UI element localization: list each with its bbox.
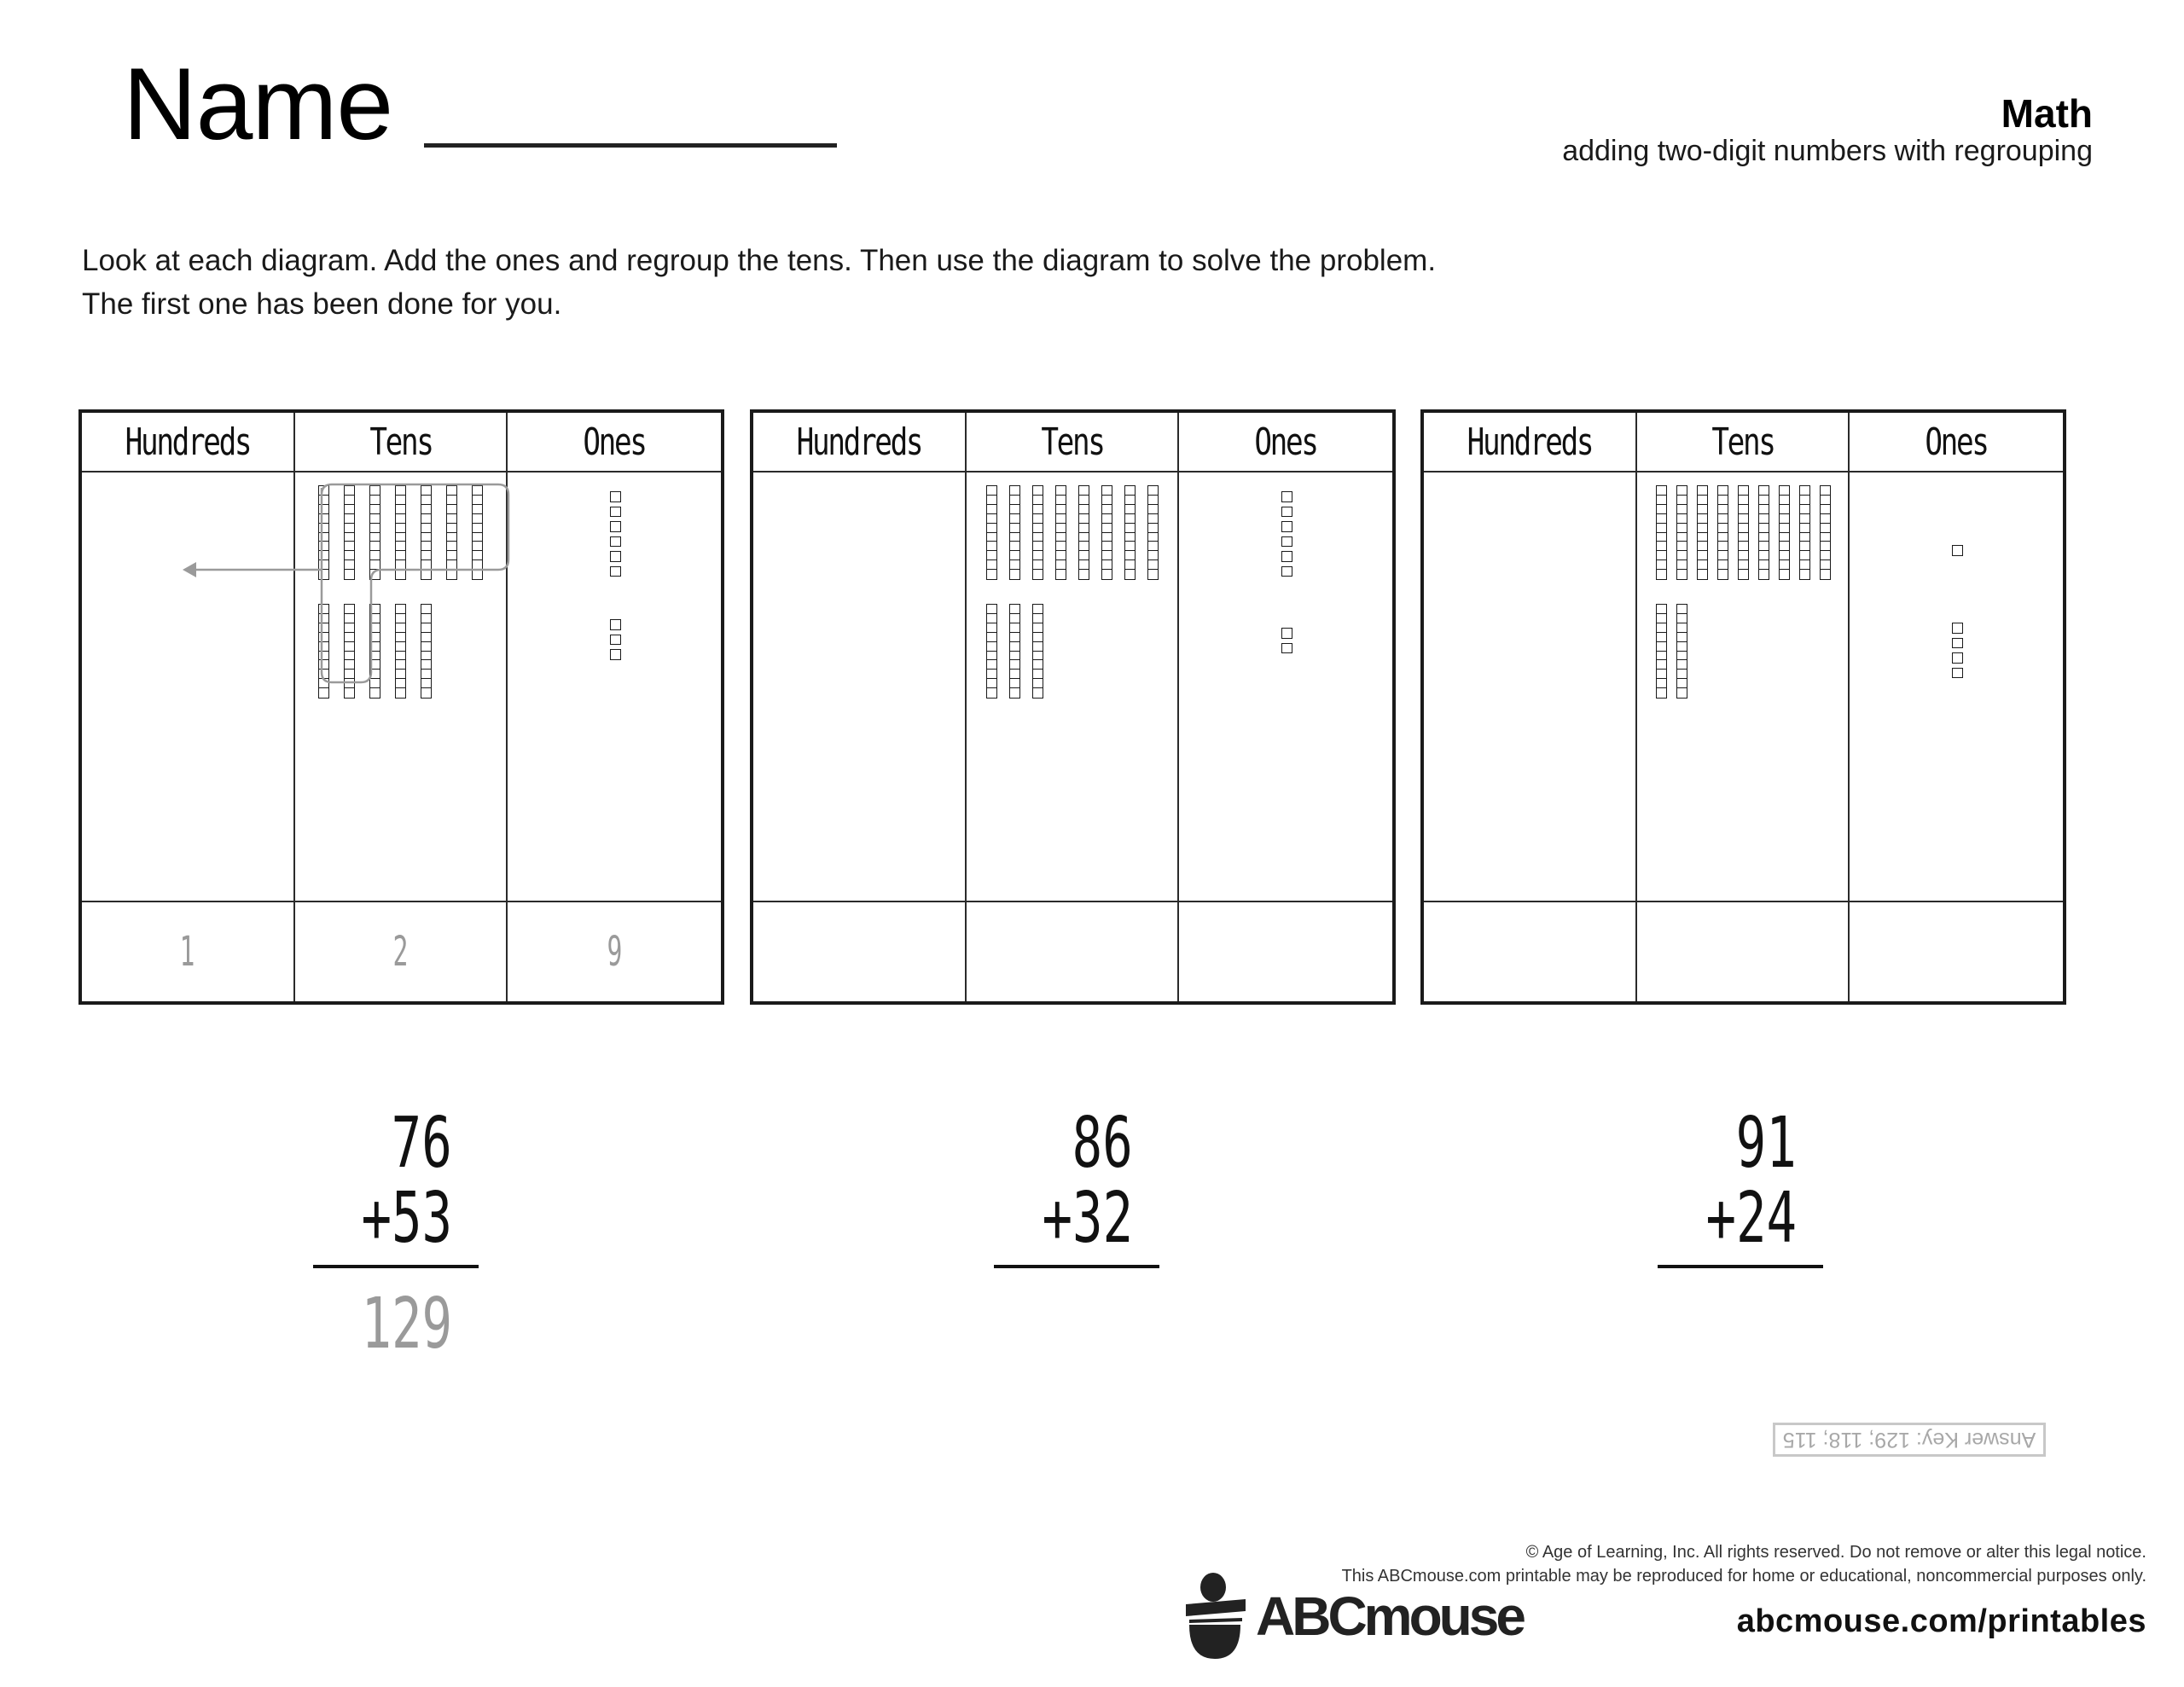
ten-rod-icon [986,604,997,699]
answer-key: Answer Key: 129; 118; 115 [1773,1423,2046,1457]
one-cube-icon [610,491,621,502]
one-cube-icon [610,566,621,577]
ones-units-top [610,491,621,581]
ten-rod-icon [446,485,457,580]
sum-answer[interactable]: 129 [361,1284,452,1365]
ten-rod-icon [1758,485,1769,580]
one-cube-icon [1952,623,1963,634]
sum-line [313,1265,479,1268]
column-header-ones: Ones [1179,413,1392,472]
ones-units-bottom [1281,628,1292,658]
sum-line [994,1265,1159,1268]
answer-hundreds[interactable]: 1 [82,902,295,1001]
ten-rod-icon [1799,485,1810,580]
answer-tens[interactable] [967,902,1180,1001]
answer-ones[interactable] [1179,902,1392,1001]
column-header-hundreds: Hundreds [1424,413,1637,472]
answer-hundreds[interactable] [753,902,967,1001]
one-cube-icon [610,635,621,646]
answer-tens[interactable]: 2 [295,902,508,1001]
ten-rod-icon [1717,485,1728,580]
ones-diagram-cell [1179,472,1392,902]
tens-rods-top [986,485,1159,580]
ten-rod-icon [1779,485,1790,580]
ten-rod-icon [1009,485,1020,580]
tens-diagram-cell [967,472,1180,902]
legal-notice-line-1: © Age of Learning, Inc. All rights reserved. Do not remove or alter this legal notice. [1525,1543,2146,1562]
one-cube-icon [1952,545,1963,556]
ones-units-bottom [1952,623,1963,682]
one-cube-icon [1281,507,1292,518]
answer-ones[interactable] [1850,902,2063,1001]
ten-rod-icon [318,485,329,580]
abcmouse-figure-icon [1184,1572,1247,1661]
column-header-hundreds: Hundreds [82,413,295,472]
one-cube-icon [1281,536,1292,548]
place-value-chart-1 [78,409,724,1005]
answer-hundreds[interactable] [1424,902,1637,1001]
ten-rod-icon [1032,485,1043,580]
column-header-tens: Tens [967,413,1180,472]
ten-rod-icon [1055,485,1066,580]
ten-rod-icon [1697,485,1708,580]
ten-rod-icon [344,604,355,699]
one-cube-icon [610,521,621,532]
addend-top: 86 [1072,1103,1133,1184]
tens-diagram-cell [295,472,508,902]
ones-units-top [1281,491,1292,581]
one-cube-icon [1952,668,1963,679]
ten-rod-icon [472,485,483,580]
ten-rod-icon [421,604,432,699]
printables-url[interactable]: abcmouse.com/printables [1736,1603,2146,1639]
tens-diagram-cell [1637,472,1850,902]
one-cube-icon [610,551,621,562]
topic-subtitle: adding two-digit numbers with regrouping [1562,135,2093,167]
abcmouse-wordmark: ABCmouse [1256,1586,1523,1647]
ones-units-top [1952,545,1963,560]
column-header-ones: Ones [508,413,721,472]
ten-rod-icon [369,485,380,580]
hundreds-diagram-cell [753,472,967,902]
ten-rod-icon [1032,604,1043,699]
name-input-line[interactable] [424,143,837,148]
instructions [82,239,1436,326]
ten-rod-icon [1009,604,1020,699]
column-header-hundreds: Hundreds [753,413,967,472]
column-header-tens: Tens [1637,413,1850,472]
ones-diagram-cell [1850,472,2063,902]
name-label: Name [123,47,393,161]
place-value-chart-3 [1420,409,2066,1005]
addend-top: 91 [1735,1103,1797,1184]
one-cube-icon [1281,628,1292,639]
one-cube-icon [1281,551,1292,562]
ten-rod-icon [1738,485,1749,580]
abcmouse-logo [1184,1569,1523,1663]
answer-ones[interactable]: 9 [607,928,623,976]
ten-rod-icon [395,485,406,580]
one-cube-icon [610,507,621,518]
column-header-tens: Tens [295,413,508,472]
ten-rod-icon [1147,485,1159,580]
ten-rod-icon [986,485,997,580]
addend-bottom: +24 [1705,1178,1797,1259]
ones-units-bottom [610,619,621,664]
ten-rod-icon [1820,485,1831,580]
one-cube-icon [610,619,621,630]
instructions-line-1: Look at each diagram. Add the ones and regroup the tens. Then use the diagram to solve the problem. [82,244,1437,277]
ten-rod-icon [1656,485,1667,580]
ten-rod-icon [1078,485,1089,580]
ten-rod-icon [369,604,380,699]
ones-diagram-cell [508,472,721,902]
one-cube-icon [1952,638,1963,649]
tens-rods-top [1656,485,1831,580]
ten-rod-icon [1124,485,1136,580]
ten-rod-icon [1676,485,1687,580]
column-header-ones: Ones [1850,413,2063,472]
one-cube-icon [610,649,621,660]
tens-rods-bottom [1656,604,1687,699]
ten-rod-icon [1101,485,1112,580]
tens-rods-bottom [986,604,1043,699]
addend-top: 76 [391,1103,452,1184]
addend-bottom: +32 [1042,1178,1133,1259]
answer-tens[interactable] [1637,902,1850,1001]
sum-line [1658,1265,1823,1268]
ten-rod-icon [1656,604,1667,699]
subject-title: Math [2001,91,2093,136]
ten-rod-icon [318,604,329,699]
hundreds-diagram-cell [1424,472,1637,902]
one-cube-icon [1281,643,1292,654]
tens-rods-top [318,485,483,580]
hundreds-diagram-cell [82,472,295,902]
ten-rod-icon [421,485,432,580]
one-cube-icon [1281,521,1292,532]
ten-rod-icon [1676,604,1687,699]
ten-rod-icon [344,485,355,580]
one-cube-icon [1281,491,1292,502]
one-cube-icon [1952,652,1963,664]
legal-notice-line-2: This ABCmouse.com printable may be reproduced for home or educational, noncommercial purposes only. [1341,1567,2146,1586]
one-cube-icon [610,536,621,548]
ten-rod-icon [395,604,406,699]
instructions-line-2: The first one has been done for you. [82,287,562,321]
tens-rods-bottom [318,604,432,699]
addend-bottom: +53 [361,1178,452,1259]
one-cube-icon [1281,566,1292,577]
place-value-chart-2 [750,409,1396,1005]
